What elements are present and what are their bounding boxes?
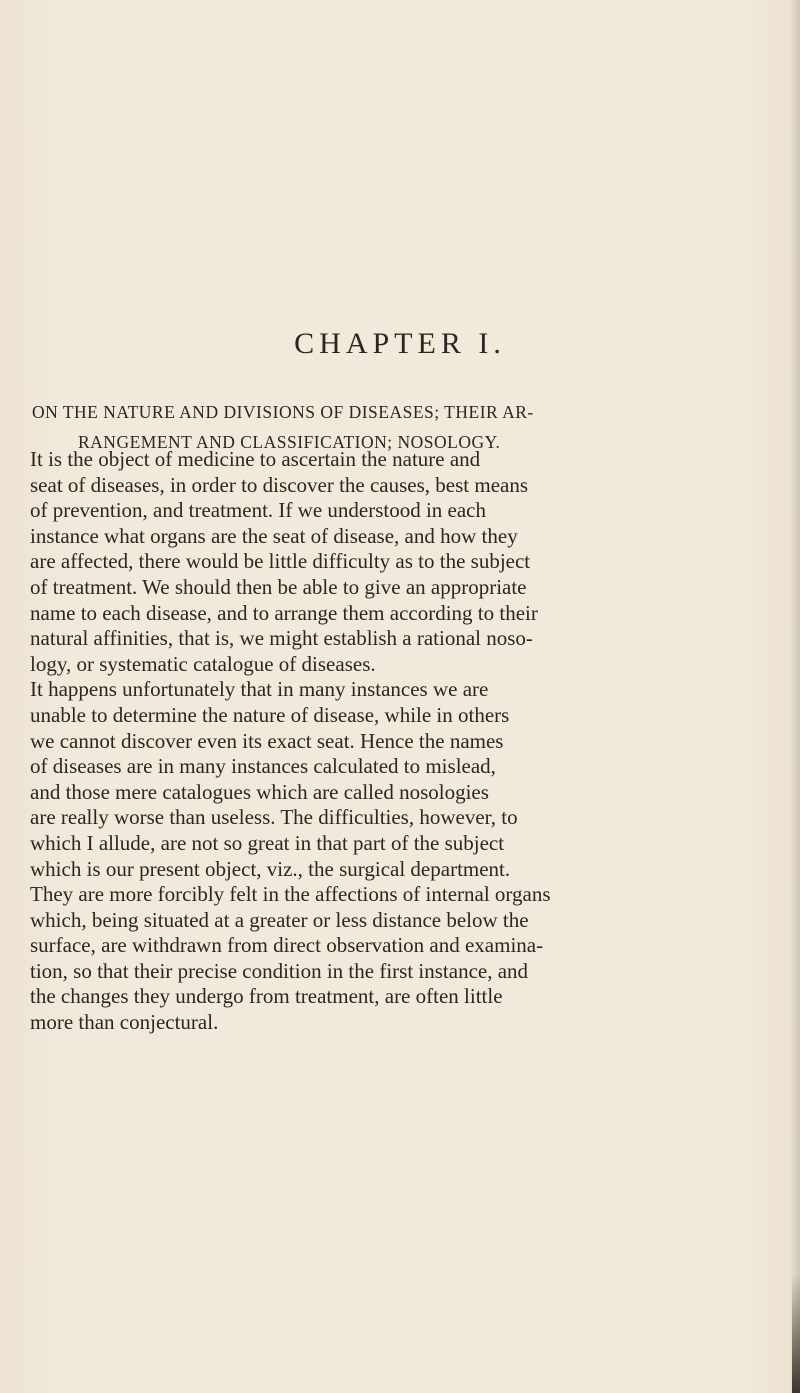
chapter-title: CHAPTER I. bbox=[294, 327, 506, 360]
subtitle-line-1: ON THE NATURE AND DIVISIONS OF DISEASES; THEIR AR- bbox=[32, 402, 534, 422]
text-line: more than conjectural. bbox=[30, 1010, 219, 1035]
subtitle-line-2: RANGEMENT AND CLASSIFICATION; NOSOLOGY. bbox=[78, 432, 501, 452]
page-edge-dark bbox=[792, 1273, 800, 1393]
text-line: of treatment. We should then be able to give an appropriate bbox=[30, 574, 527, 599]
text-line: of prevention, and treatment. If we understood in each bbox=[30, 498, 487, 523]
body-text bbox=[30, 447, 772, 1036]
page-edge-shadow bbox=[790, 0, 800, 1393]
text-line: It is the object of medicine to ascertain the nature and bbox=[30, 447, 481, 471]
paragraph-1 bbox=[30, 447, 772, 677]
text-line: are affected, there would be little difficulty as to the subject bbox=[30, 549, 531, 574]
text-line: which I allude, are not so great in that part of the subject bbox=[30, 830, 505, 855]
paragraph-2 bbox=[30, 677, 772, 1035]
text-line: of diseases are in many instances calculated to mislead, bbox=[30, 754, 496, 779]
text-line: the changes they undergo from treatment, are often little bbox=[30, 984, 503, 1009]
text-line: seat of diseases, in order to discover the causes, best means bbox=[30, 472, 529, 497]
text-line: instance what organs are the seat of disease, and how they bbox=[30, 523, 518, 548]
text-line: natural affinities, that is, we might establish a rational noso- bbox=[30, 626, 533, 651]
text-line: tion, so that their precise condition in the first instance, and bbox=[30, 958, 529, 983]
text-line: unable to determine the nature of disease, while in others bbox=[30, 702, 510, 727]
text-line: which, being situated at a greater or less distance below the bbox=[30, 907, 529, 932]
text-line: surface, are withdrawn from direct observation and examina- bbox=[30, 933, 544, 958]
text-line: They are more forcibly felt in the affections of internal organs bbox=[30, 882, 551, 907]
text-line: which is our present object, viz., the surgical department. bbox=[30, 856, 511, 881]
text-line: It happens unfortunately that in many instances we are bbox=[30, 677, 489, 702]
text-line: and those mere catalogues which are called nosologies bbox=[30, 779, 489, 804]
text-line: name to each disease, and to arrange them according to their bbox=[30, 600, 538, 625]
text-line: logy, or systematic catalogue of diseases. bbox=[30, 651, 376, 676]
text-line: are really worse than useless. The difficulties, however, to bbox=[30, 805, 518, 830]
text-line: we cannot discover even its exact seat. Hence the names bbox=[30, 728, 504, 753]
